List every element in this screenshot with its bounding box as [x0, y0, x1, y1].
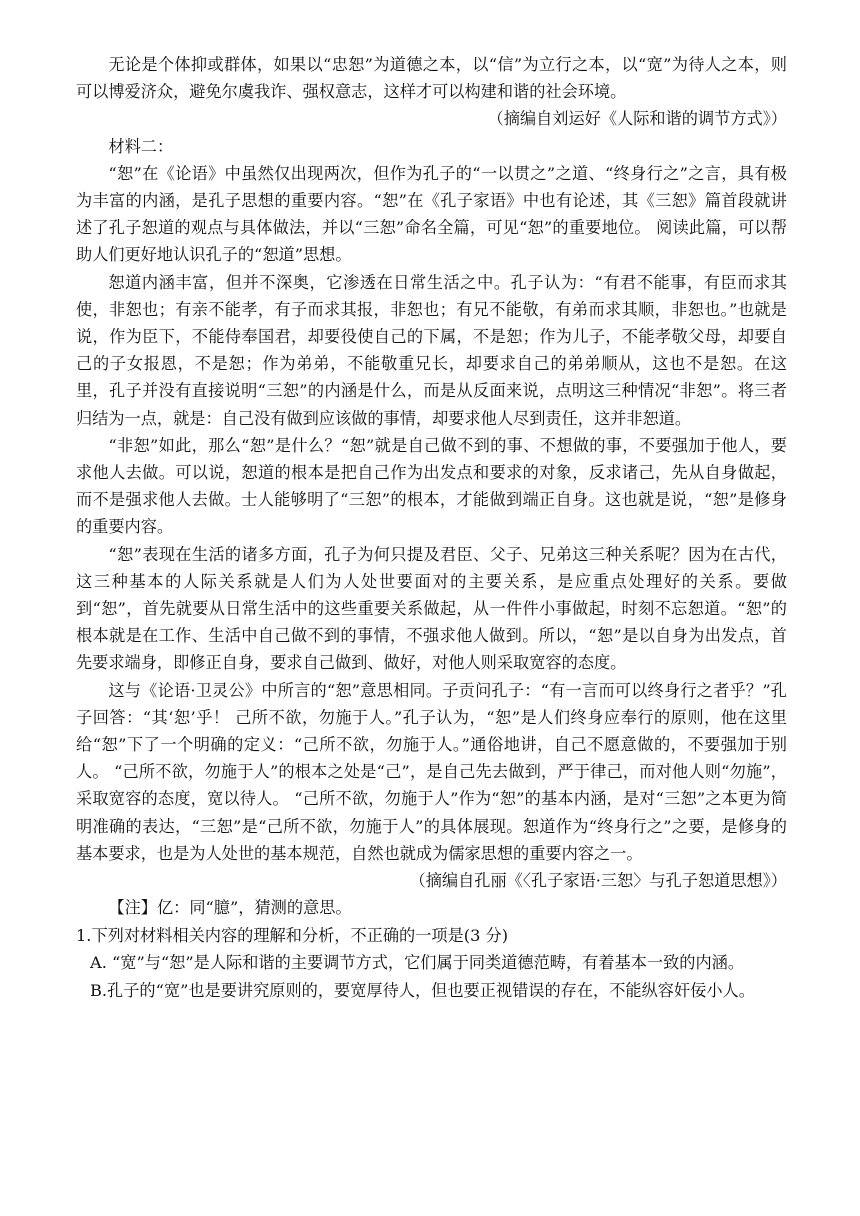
material-2-paragraph-3: “非恕”如此，那么“恕”是什么？“恕”就是自己做不到的事、不想做的事，不要强加于他人，要求他人去做。可以说，恕道的根本是把自己作为出发点和要求的对象，反求诸己，先从自身做起，而不是强求他人去做。士人能够明了“三恕”的根本，才能做到端正自身。这也就是说，“恕”是修身的重要内容。: [76, 435, 787, 537]
annotation-note: 【注】亿：同“臆”，猜测的意思。: [108, 898, 352, 918]
material-2-heading: 材料二：: [108, 136, 174, 156]
question-1: 1.下列对材料相关内容的理解和分析，不正确的一项是(3 分): [76, 925, 509, 945]
material-2-paragraph-4: “恕”表现在生活的诸多方面，孔子为何只提及君臣、父子、兄弟这三种关系呢？因为在古代，这三种基本的人际关系就是人们为人处世要面对的主要关系，是应重点处理好的关系。要做到“恕”，首先就要从日常生活中的这些重要关系做起，从一件件小事做起，时刻不忘恕道。“恕”的根本就是在工作、生活中自己做不到的事情，不强求他人做到。所以，“恕”是以自身为出发点，首先要求端身，即修正自身，要求自己做到、做好，对他人则采取宽容的态度。: [76, 544, 787, 673]
option-b: B.孔子的“宽”也是要讲究原则的，要宽厚待人，但也要正视错误的存在，不能纵容奸佞小人。: [90, 980, 755, 1000]
source-citation-2: （摘编自孔丽《〈孔子家语·三恕〉与孔子恕道思想》）: [409, 871, 787, 891]
material-2-paragraph-5: 这与《论语·卫灵公》中所言的“恕”意思相同。子贡问孔子：“有一言而可以终身行之者乎？”孔子回答：“其‘恕’乎！ 己所不欲，勿施于人。”孔子认为，“恕”是人们终身应奉行的原则，他在这里给“恕”下了一个明确的定义：“己所不欲，勿施于人。”通俗地讲，自己不愿意做的，不要强加于别人。 “己所不欲，勿施于人”的根本之处是“己”，是自己先去做到，严于律己，而对他人则“勿施”，采取宽容的态度，宽以待人。 “己所不欲，勿施于人”作为“恕”的基本内涵，是对“三恕”之本更为简明准确的表达，“三恕”是“己所不欲，勿施于人”的具体展现。恕道作为“终身行之”之要，是修身的基本要求，也是为人处世的基本规范，自然也就成为儒家思想的重要内容之一。: [76, 680, 787, 863]
material-2-paragraph-2: 恕道内涵丰富，但并不深奥，它渗透在日常生活之中。孔子认为：“有君不能事，有臣而求其使，非恕也；有亲不能孝，有子而求其报，非恕也；有兄不能敬，有弟而求其顺，非恕也。”也就是说，作为臣下，不能侍奉国君，却要役使自己的下属，不是恕；作为儿子，不能孝敬父母，却要自己的子女报恩，不是恕；作为弟弟，不能敬重兄长，却要求自己的弟弟顺从，这也不是恕。在这里，孔子并没有直接说明“三恕”的内涵是什么，而是从反面来说，点明这三种情况“非恕”。将三者归结为一点，就是：自己没有做到应该做的事情，却要求他人尽到责任，这并非恕道。: [76, 272, 787, 428]
option-a: A. “宽”与“恕”是人际和谐的主要调节方式，它们属于同类道德范畴，有着基本一致的内涵。: [90, 952, 745, 972]
material-2-paragraph-1: “恕”在《论语》中虽然仅出现两次，但作为孔子的“一以贯之”之道、“终身行之”之言，具有极为丰富的内涵，是孔子思想的重要内容。“恕”在《孔子家语》中也有论述，其《三恕》篇首段就讲述了孔子恕道的观点与具体做法，并以“三恕”命名全篇，可见“恕”的重要地位。 阅读此篇，可以帮助人们更好地认识孔子的“恕道”思想。: [76, 163, 787, 265]
source-citation-1: （摘编自刘运好《人际和谐的调节方式》）: [487, 109, 787, 129]
paragraph-intro: 无论是个体抑或群体，如果以“忠恕”为道德之本，以“信”为立行之本，以“宽”为待人之本，则可以博爱济众，避免尔虞我诈、强权意志，这样才可以构建和谐的社会环境。: [76, 55, 787, 102]
